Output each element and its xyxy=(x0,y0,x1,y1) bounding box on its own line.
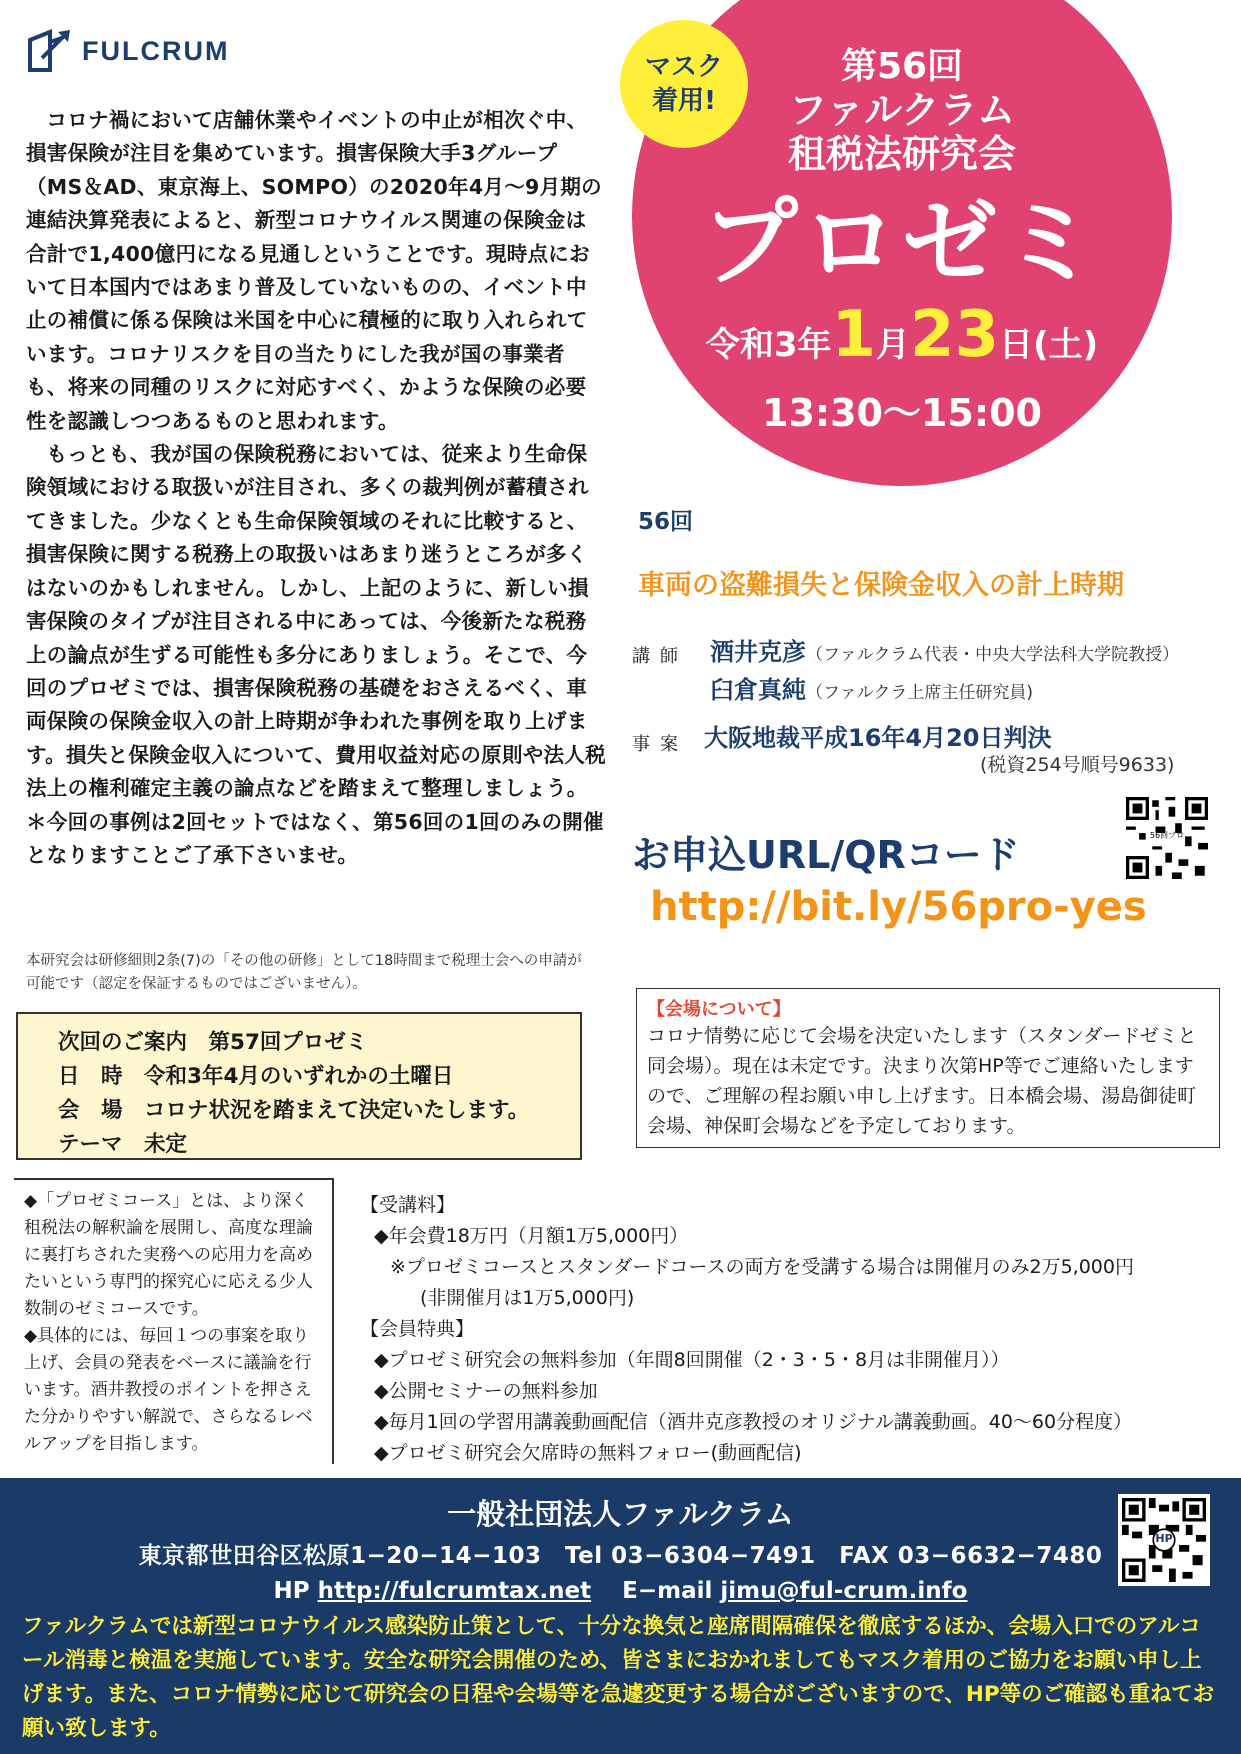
hp-link[interactable]: http://fulcrumtax.net xyxy=(317,1578,592,1604)
lecturer-2 xyxy=(710,670,1033,705)
fees-section xyxy=(360,1190,1220,1469)
footer-notice-text: ファルクラムでは新型コロナウイルス感染防止策として、十分な換気と座席間隔確保を徹底するほか、会場入口でのアルコール消毒と検温を実施しています。安全な研究会開催のため、皆さまにおかれましてもマスク着用のご協力をお願い申し上げます。また、コロナ情勢に応じて研究会の日程や会場等を急遽変更する場合がございますので、HP等のご確認も重ねてお願い致します。 xyxy=(22,1614,1215,1741)
venue-body: コロナ情勢に応じて会場を決定いたします（スタンダードゼミと同会場）。現在は未定です。決まり次第HP等でご連絡いたしますので、ご理解の程お願い申し上げます。日本橋会場、湯島御徒町会場、神保町会場などを予定しております。 xyxy=(647,1025,1197,1137)
email-link[interactable]: jimu@ful-crum.info xyxy=(720,1578,968,1604)
benefits-title: 【会員特典】 xyxy=(360,1318,475,1340)
next-session-box xyxy=(16,1012,582,1160)
fulcrum-logo-icon xyxy=(26,28,74,74)
footer-notice xyxy=(22,1610,1222,1746)
lecturer-name: 臼倉真純 xyxy=(710,676,806,704)
next-title: 次回のご案内 第57回プロゼミ xyxy=(58,1030,368,1055)
lecturer-affiliation: （ファルクラム代表・中央大学法科大学院教授） xyxy=(806,645,1180,665)
session-number: 56回 xyxy=(638,509,694,535)
mask-badge-line1: マスク xyxy=(644,52,723,82)
fees-note: (非開催月は1万5,000円) xyxy=(420,1287,635,1309)
lecturer-1 xyxy=(710,632,1179,667)
mask-badge xyxy=(620,20,748,148)
case-text: 大阪地裁平成16年4月20日判決 xyxy=(704,724,1052,752)
apply-label: お申込URL/QRコード xyxy=(632,833,1020,877)
next-venue: 会 場 コロナ状況を踏まえて決定いたします。 xyxy=(58,1098,530,1123)
hero-org-line2: 租税法研究会 xyxy=(787,132,1016,176)
benefit-item: ◆プロゼミ研究会欠席時の無料フォロー(動画配信) xyxy=(374,1442,802,1464)
logo-text: FULCRUM xyxy=(82,35,230,66)
lecturer-affiliation: （ファルクラ上席主任研究員) xyxy=(806,683,1033,703)
intro-text xyxy=(26,104,606,872)
mask-badge-line2: 着用! xyxy=(652,86,716,116)
intro-paragraph: コロナ禍において店舗休業やイベントの中止が相次ぐ中、損害保険が注目を集めています。損害保険大手3グループ（MS＆AD、東京海上、SOMPO）の2020年4月〜9月期の連結決算発表によると、新型コロナウイルス関連の保険金は合計で1,400億円になる見通しということです。現時点において日本国内ではあまり普及していないものの、イベント中止の補償に係る保険は米国を中心に積極的に取り入れられています。コロナリスクを目の当たりにした我が国の事業者も、将来の同種のリスクに対応すべく、かような保険の必要性を認識しつつあるものと思われます。 xyxy=(26,108,602,433)
fees-title: 【受講料】 xyxy=(360,1194,456,1216)
next-datetime: 日 時 令和3年4月のいずれかの土曜日 xyxy=(58,1064,454,1089)
hp-qr-code[interactable] xyxy=(1118,1494,1210,1586)
apply-url-link[interactable]: http://bit.ly/56pro-yes xyxy=(650,884,1147,930)
benefit-item: ◆毎月1回の学習用講義動画配信（酒井克彦教授のオリジナル講義動画。40〜60分程度） xyxy=(374,1411,1133,1433)
date-prefix: 令和3年 xyxy=(705,325,832,365)
footer-org-name: 一般社団法人ファルクラム xyxy=(447,1497,794,1531)
hero-title: プロゼミ xyxy=(702,187,1102,299)
logo xyxy=(26,26,229,76)
case-reference: (税資254号順号9633) xyxy=(980,754,1175,776)
fees-note: ※プロゼミコースとスタンダードコースの両方を受講する場合は開催月のみ2万5,000円 xyxy=(390,1256,1134,1278)
venue-title: 【会場について】 xyxy=(647,999,791,1020)
hp-qr-caption: HP xyxy=(1155,1532,1173,1545)
fees-annual: ◆年会費18万円（月額1万5,000円） xyxy=(374,1225,689,1247)
disclaimer: 本研究会は研修細則2条(7)の「その他の研修」として18時間まで税理士会への申請が可能です（認定を保証するものではございません）。 xyxy=(26,953,582,992)
course-description xyxy=(14,1178,334,1464)
course-paragraph: ◆具体的には、毎回１つの事案を取り上げ、会員の発表をベースに議論を行います。酒井教授のポイントを押さえた分かりやすい解説で、さらなるレベルアップを目指します。 xyxy=(24,1326,313,1454)
hp-label: HP xyxy=(273,1578,310,1604)
hero-number: 第56回 xyxy=(840,46,964,87)
lecturer-name: 酒井克彦 xyxy=(710,638,806,666)
lecturer-label: 講師 xyxy=(632,646,688,667)
footer-address: 東京都世田谷区松原1−20−14−103 Tel 03−6304−7491 FAX 03−6632−7480 xyxy=(138,1543,1103,1569)
date-day: 23 xyxy=(910,298,1000,372)
intro-note: ＊今回の事例は2回セットではなく、第56回の1回のみの開催となりますことご了承下さいませ。 xyxy=(26,809,604,867)
date-day-unit: 日(土) xyxy=(999,325,1099,365)
hero-org-line1: ファルクラム xyxy=(788,88,1016,132)
session-title: 車両の盗難損失と保険金収入の計上時期 xyxy=(638,570,1124,601)
case-label: 事案 xyxy=(632,734,688,755)
footer-contact xyxy=(0,1572,1241,1605)
hero-date xyxy=(632,300,1172,380)
hero-time: 13:30〜15:00 xyxy=(762,391,1042,435)
date-month: 1 xyxy=(831,298,877,372)
venue-box xyxy=(636,988,1220,1148)
email-label: E−mail xyxy=(622,1578,713,1604)
next-theme: テーマ 未定 xyxy=(58,1132,188,1157)
date-month-unit: 月 xyxy=(876,325,911,365)
benefit-item: ◆公開セミナーの無料参加 xyxy=(374,1380,598,1402)
apply-qr-caption: 56回プロ xyxy=(1149,831,1185,840)
intro-paragraph: もっとも、我が国の保険税務においては、従来より生命保険領域における取扱いが注目され、多くの裁判例が蓄積されてきました。少なくとも生命保険領域のそれに比較すると、損害保険に関する税務上の取扱いはあまり迷うところが多くはないのかもしれません。しかし、上記のように、新しい損害保険のタイプが注目される中にあっては、今後新たな税務上の論点が生ずる可能性も多分にありましょう。そこで、今回のプロゼミでは、損害保険税務の基礎をおさえるべく、車両保険の保険金収入の計上時期が争われた事例を取り上げます。損失と保険金収入について、費用収益対応の原則や法人税法上の権利確定主義の論点などを踏まえて整理しましょう。 xyxy=(26,442,606,801)
benefit-item: ◆プロゼミ研究会の無料参加（年間8回開催（2・3・5・8月は非開催月）） xyxy=(374,1349,1010,1371)
course-paragraph: ◆「プロゼミコース」とは、より深く租税法の解釈論を展開し、高度な理論に裏打ちされた実務への応用力を高めたいという専門的探究心に応える少人数制のゼミコースです。 xyxy=(24,1191,313,1319)
